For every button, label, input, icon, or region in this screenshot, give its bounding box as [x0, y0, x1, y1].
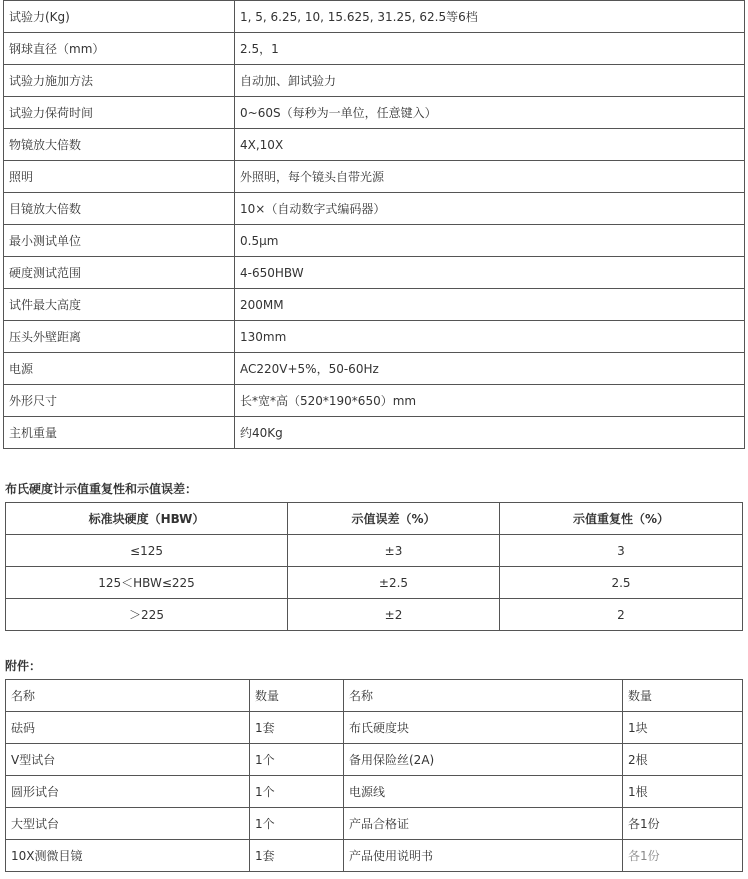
- spec-value: 0.5μm: [235, 225, 745, 257]
- accessories-cell: 1个: [250, 776, 344, 808]
- accessories-header-row: [6, 680, 743, 712]
- spec-value: 0~60S（每秒为一单位，任意键入）: [235, 97, 745, 129]
- accessories-cell: 大型试台: [6, 808, 250, 840]
- spec-label: 试验力保荷时间: [4, 97, 235, 129]
- spec-value: 长*宽*高（520*190*650）mm: [235, 385, 745, 417]
- spec-table-body: [4, 1, 745, 449]
- spec-value: 外照明，每个镜头自带光源: [235, 161, 745, 193]
- accessories-header-qty-1: 数量: [250, 680, 344, 712]
- spec-label: 物镜放大倍数: [4, 129, 235, 161]
- brinell-header-error: 示值误差（%）: [288, 503, 500, 535]
- brinell-row: [6, 535, 743, 567]
- accessories-header-qty-2: 数量: [623, 680, 743, 712]
- brinell-header-repeatability: 示值重复性（%）: [500, 503, 743, 535]
- spec-row: [4, 129, 745, 161]
- spec-row: [4, 193, 745, 225]
- accessories-cell: 备用保险丝(2A): [344, 744, 623, 776]
- spec-label: 压头外壁距离: [4, 321, 235, 353]
- brinell-cell: 2.5: [500, 567, 743, 599]
- accessories-cell: 1根: [623, 776, 743, 808]
- spec-row: [4, 33, 745, 65]
- spec-value: 1, 5, 6.25, 10, 15.625, 31.25, 62.5等6档: [235, 1, 745, 33]
- brinell-cell: ≤125: [6, 535, 288, 567]
- spec-value: 4X,10X: [235, 129, 745, 161]
- accessories-cell: 2根: [623, 744, 743, 776]
- accessories-cell: V型试台: [6, 744, 250, 776]
- spec-value: 约40Kg: [235, 417, 745, 449]
- brinell-cell: ＞225: [6, 599, 288, 631]
- spec-label: 主机重量: [4, 417, 235, 449]
- accessories-table-body: [6, 712, 743, 872]
- accessories-header-name-1: 名称: [6, 680, 250, 712]
- spec-row: [4, 417, 745, 449]
- spec-label: 最小测试单位: [4, 225, 235, 257]
- spec-value: 130mm: [235, 321, 745, 353]
- accessories-row: [6, 744, 743, 776]
- accessories-cell: 1个: [250, 808, 344, 840]
- accessories-table: [5, 679, 743, 872]
- brinell-cell: 2: [500, 599, 743, 631]
- spec-label: 试验力施加方法: [4, 65, 235, 97]
- spec-row: [4, 353, 745, 385]
- accessories-cell: 1套: [250, 840, 344, 872]
- spec-row: [4, 65, 745, 97]
- spec-label: 试验力(Kg): [4, 1, 235, 33]
- accessories-section-title: 附件：: [5, 659, 42, 673]
- spec-table: [3, 0, 745, 449]
- spec-row: [4, 385, 745, 417]
- spec-row: [4, 257, 745, 289]
- accessories-row: [6, 840, 743, 872]
- brinell-row: [6, 599, 743, 631]
- brinell-table-body: [6, 535, 743, 631]
- accessories-row: [6, 776, 743, 808]
- accessories-cell: 电源线: [344, 776, 623, 808]
- spec-row: [4, 97, 745, 129]
- spec-row: [4, 321, 745, 353]
- brinell-section-title: 布氏硬度计示值重复性和示值误差：: [5, 482, 198, 496]
- spec-row: [4, 289, 745, 321]
- brinell-cell: 125＜HBW≤225: [6, 567, 288, 599]
- spec-label: 电源: [4, 353, 235, 385]
- accessories-cell: 圆形试台: [6, 776, 250, 808]
- accessories-cell: 1套: [250, 712, 344, 744]
- brinell-cell: ±2: [288, 599, 500, 631]
- spec-value: 2.5，1: [235, 33, 745, 65]
- accessories-row: [6, 712, 743, 744]
- accessories-cell: 各1份: [623, 840, 743, 872]
- spec-label: 硬度测试范围: [4, 257, 235, 289]
- spec-value: 4-650HBW: [235, 257, 745, 289]
- accessories-cell: 砝码: [6, 712, 250, 744]
- spec-label: 钢球直径（mm）: [4, 33, 235, 65]
- spec-label: 目镜放大倍数: [4, 193, 235, 225]
- accessories-cell: 产品使用说明书: [344, 840, 623, 872]
- spec-value: AC220V+5%，50-60Hz: [235, 353, 745, 385]
- accessories-cell: 布氏硬度块: [344, 712, 623, 744]
- brinell-cell: ±2.5: [288, 567, 500, 599]
- brinell-header-row: [6, 503, 743, 535]
- brinell-table: [5, 502, 743, 631]
- accessories-cell: 产品合格证: [344, 808, 623, 840]
- accessories-cell: 各1份: [623, 808, 743, 840]
- spec-value: 自动加、卸试验力: [235, 65, 745, 97]
- brinell-cell: ±3: [288, 535, 500, 567]
- brinell-row: [6, 567, 743, 599]
- spec-row: [4, 1, 745, 33]
- spec-value: 200MM: [235, 289, 745, 321]
- spec-value: 10×（自动数字式编码器）: [235, 193, 745, 225]
- accessories-cell: 10X测微目镜: [6, 840, 250, 872]
- spec-label: 试件最大高度: [4, 289, 235, 321]
- accessories-header-name-2: 名称: [344, 680, 623, 712]
- accessories-cell: 1个: [250, 744, 344, 776]
- spec-row: [4, 161, 745, 193]
- accessories-cell: 1块: [623, 712, 743, 744]
- spec-label: 照明: [4, 161, 235, 193]
- accessories-row: [6, 808, 743, 840]
- brinell-cell: 3: [500, 535, 743, 567]
- brinell-header-hardness: 标准块硬度（HBW）: [6, 503, 288, 535]
- spec-label: 外形尺寸: [4, 385, 235, 417]
- spec-row: [4, 225, 745, 257]
